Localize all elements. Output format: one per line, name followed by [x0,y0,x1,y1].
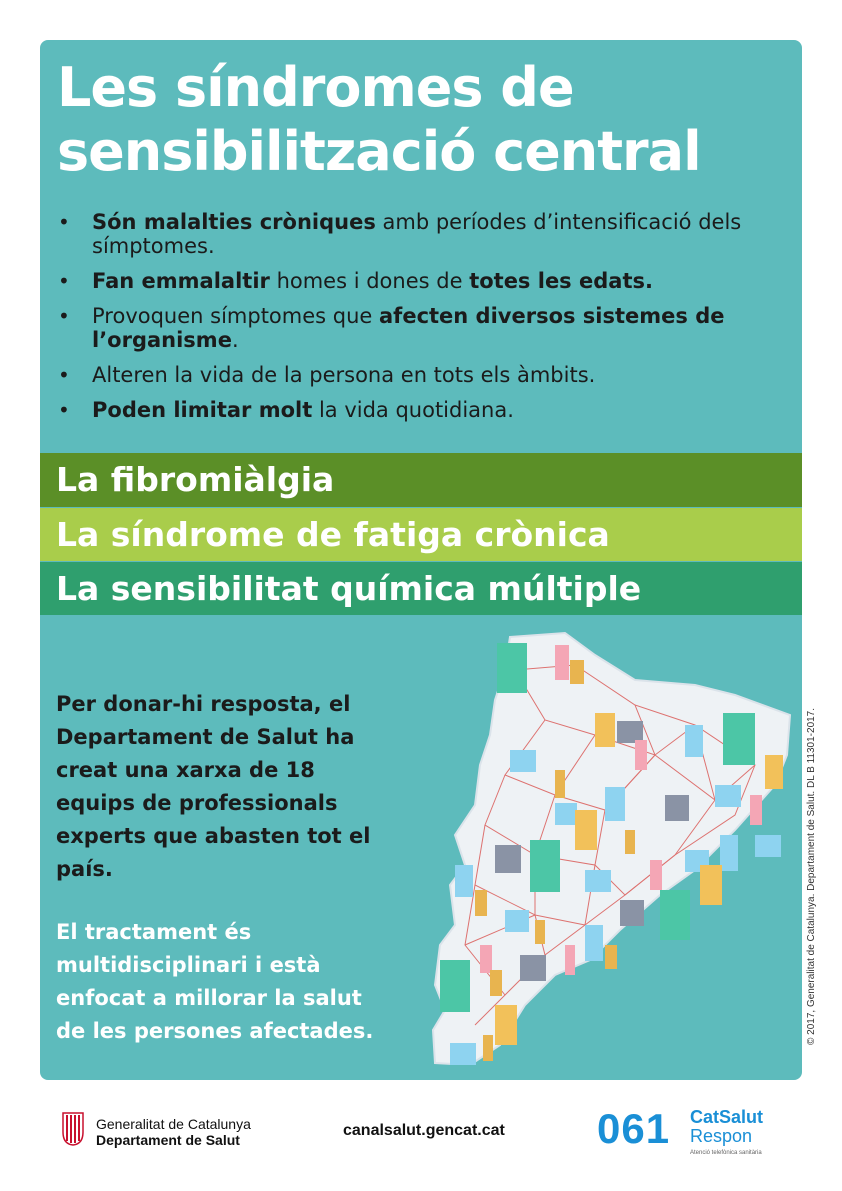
band-fatiga-cronica: La síndrome de fatiga crònica [40,508,802,561]
list-item: • Fan emmalaltir homes i dones de totes les edats. [58,269,778,293]
phone-number: 061 [597,1105,671,1152]
generalitat-logo-icon [62,1112,84,1146]
list-item: • Alteren la vida de la persona en tots els àmbits. [58,363,778,387]
list-item: • Són malalties cròniques amb períodes d’intensificació dels símptomes. [58,210,778,258]
band-sensibilitat-quimica: La sensibilitat química múltiple [40,562,802,615]
copyright-notice: © 2017, Generalitat de Catalunya. Departament de Salut. DL B 11301-2017. [806,707,817,1045]
treatment-description: El tractament és multidisciplinari i està enfocat a millorar la salut de les persones afectades. [56,920,374,1043]
network-description: Per donar-hi resposta, el Departament de Salut ha creat una xarxa de 18 equips de professionals experts que abasten tot el país. [56,692,371,881]
list-item: • Provoquen símptomes que afecten diversos sistemes de l’organisme. [58,304,778,352]
list-item: • Poden limitar molt la vida quotidiana. [58,398,778,422]
brand-sub: Respon [690,1126,753,1146]
website-link[interactable]: canalsalut.gencat.cat [343,1122,505,1139]
catalonia-map-icon [395,625,795,1065]
title-line-2: sensibilització central [57,120,701,183]
band-fibromialgia: La fibromiàlgia [40,453,802,507]
gov-name: Generalitat de Catalunya [96,1116,251,1132]
brand-name: CatSalut [690,1107,764,1127]
characteristics-list [58,210,778,433]
generalitat-label [96,1116,251,1148]
catsalut-brand [690,1108,763,1146]
poster-title [57,56,701,184]
title-line-1: Les síndromes de [57,56,574,119]
brand-tagline: Atenció telefònica sanitària [690,1150,762,1156]
dept-name: Departament de Salut [96,1132,240,1148]
poster-panel [40,40,802,1080]
footer [0,1090,842,1190]
